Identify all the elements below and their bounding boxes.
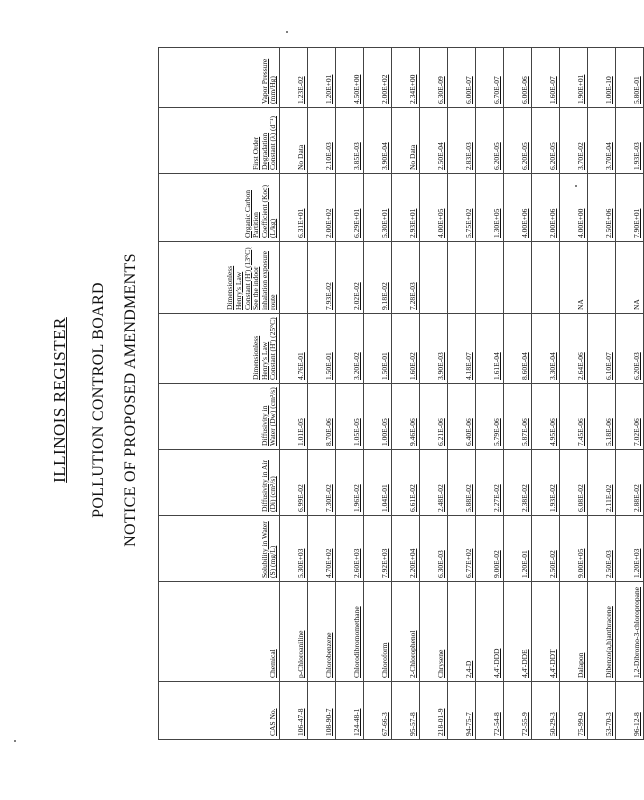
value-cell: 2.00E+02 <box>364 48 392 108</box>
value-cell: 6.21E-06 <box>420 384 448 450</box>
value-cell: 5.30E+03 <box>280 516 308 582</box>
column-header: Dimensionless Henry's Law Constant (H') (25°C) <box>159 314 280 384</box>
value-cell: 4.50E+00 <box>336 48 364 108</box>
chemical-name-cell: Dalapon <box>560 582 588 682</box>
chemical-name-cell: 4,4'-DDE <box>504 582 532 682</box>
value-cell: 1.30E+05 <box>476 174 504 242</box>
table-row <box>588 48 616 740</box>
table-row <box>420 48 448 740</box>
value-cell: 6.99E-02 <box>280 450 308 516</box>
value-cell: 2.20E+04 <box>392 516 420 582</box>
value-cell: 9.46E-06 <box>392 384 420 450</box>
value-cell: 1.23E-02 <box>280 48 308 108</box>
value-cell: 1.50E-01 <box>308 314 336 384</box>
board-name: POLLUTION CONTROL BOARD <box>90 282 107 518</box>
value-cell: 4.00E+05 <box>420 174 448 242</box>
value-cell: 2.48E-02 <box>420 450 448 516</box>
value-cell: 9.18E-02 <box>364 242 392 314</box>
value-cell: 7.30E-02 <box>308 450 336 516</box>
chemical-name-cell: 2-Chlorophenol <box>392 582 420 682</box>
value-cell: 3.70E-02 <box>560 108 588 174</box>
table-row <box>308 48 336 740</box>
value-cell: 6.61E-02 <box>392 450 420 516</box>
value-cell: 6.40E-06 <box>448 384 476 450</box>
table-row <box>364 48 392 740</box>
table-row <box>280 48 308 740</box>
table-row <box>392 48 420 740</box>
value-cell: 2.00E+02 <box>308 174 336 242</box>
scan-speck <box>575 185 577 187</box>
cas-number-cell: 50-29-3 <box>532 682 560 740</box>
cas-number-cell: 96-12-8 <box>616 682 644 740</box>
value-cell: 7.28E-03 <box>392 242 420 314</box>
table-header-row <box>159 48 280 740</box>
chemical-name-cell: Chrysene <box>420 582 448 682</box>
value-cell: 4.76E-01 <box>280 314 308 384</box>
value-cell: 1.96E-02 <box>336 450 364 516</box>
cas-number-cell: 94-75-7 <box>448 682 476 740</box>
value-cell: 2.50E-02 <box>532 516 560 582</box>
value-cell: 6.20E-03 <box>616 314 644 384</box>
value-cell: 7.02E-06 <box>616 384 644 450</box>
value-cell: 1.90E+01 <box>560 48 588 108</box>
table-row <box>504 48 532 740</box>
value-cell: 5.80E-01 <box>616 48 644 108</box>
value-cell: 6.00E-06 <box>504 48 532 108</box>
value-cell: 1.93E-03 <box>616 108 644 174</box>
value-cell: 2.60E+03 <box>336 516 364 582</box>
cas-number-cell: 67-66-3 <box>364 682 392 740</box>
value-cell: 1.00E-10 <box>588 48 616 108</box>
value-cell: 6.70E-07 <box>476 48 504 108</box>
value-cell: 2.34E+00 <box>392 48 420 108</box>
value-cell: 2.83E-03 <box>448 108 476 174</box>
value-cell: 5.88E-02 <box>448 450 476 516</box>
value-cell: 6.77E+02 <box>448 516 476 582</box>
notice-title: NOTICE OF PROPOSED AMENDMENTS <box>122 253 139 547</box>
value-cell: 1.50E-01 <box>364 314 392 384</box>
value-cell: 6.30E-03 <box>420 516 448 582</box>
table-body <box>280 48 644 740</box>
value-cell <box>532 242 560 314</box>
column-header: Solubility in Water (S) (mg/L) <box>159 516 280 582</box>
value-cell: 2.64E-06 <box>560 314 588 384</box>
column-header: CAS No. <box>159 682 280 740</box>
value-cell: 6.08E-02 <box>560 450 588 516</box>
value-cell: 2.02E-02 <box>336 242 364 314</box>
value-cell: 2.93E+01 <box>392 174 420 242</box>
value-cell <box>448 242 476 314</box>
cas-number-cell: 124-48-1 <box>336 682 364 740</box>
cas-number-cell: 218-01-9 <box>420 682 448 740</box>
value-cell: 1.60E-02 <box>392 314 420 384</box>
cas-number-cell: 108-90-7 <box>308 682 336 740</box>
column-header: Diffusivity in Water (Dw) (cm²/s) <box>159 384 280 450</box>
value-cell: 2.00E+06 <box>532 174 560 242</box>
cas-number-cell: 106-47-8 <box>280 682 308 740</box>
value-cell: 5.79E-06 <box>476 384 504 450</box>
chemical-name-cell: 4,4'-DDT <box>532 582 560 682</box>
value-cell: 3.90E-03 <box>420 314 448 384</box>
value-cell: 6.20E-05 <box>476 108 504 174</box>
value-cell: 2.11E-02 <box>588 450 616 516</box>
value-cell: 1.20E-01 <box>504 516 532 582</box>
chemical-name-cell: Chlorobenzene <box>308 582 336 682</box>
value-cell: 7.92E+03 <box>364 516 392 582</box>
value-cell: 4.18E-07 <box>448 314 476 384</box>
column-header: First Order Degradation Constant (λ) (d⁻¹) <box>159 108 280 174</box>
value-cell: 8.60E-04 <box>504 314 532 384</box>
value-cell <box>420 242 448 314</box>
value-cell: 6.20E-05 <box>532 108 560 174</box>
value-cell: NA <box>560 242 588 314</box>
chemical-name-cell: Chloroform <box>364 582 392 682</box>
column-header: Chemical <box>159 582 280 682</box>
value-cell: 1.05E-05 <box>336 384 364 450</box>
value-cell: 3.85E-03 <box>336 108 364 174</box>
value-cell: 2.10E-03 <box>308 108 336 174</box>
chemical-name-cell: 1,2-Dibromo-3-chloropropane <box>616 582 644 682</box>
value-cell: 4.00E+06 <box>504 174 532 242</box>
value-cell: 3.90E-04 <box>364 108 392 174</box>
column-header: Dimensionless Henry's Law Constant (H') (13°C) See the indoor inhalation exposure route <box>159 242 280 314</box>
value-cell: 7.93E-02 <box>308 242 336 314</box>
cas-number-cell: 95-57-8 <box>392 682 420 740</box>
value-cell: 1.01E-05 <box>280 384 308 450</box>
value-cell: 4.70E+02 <box>308 516 336 582</box>
value-cell: 1.00E-05 <box>364 384 392 450</box>
value-cell: 1.20E+03 <box>616 516 644 582</box>
table-row <box>476 48 504 740</box>
value-cell: 2.88E-02 <box>616 450 644 516</box>
cas-number-cell: 72-54-8 <box>476 682 504 740</box>
value-cell <box>280 242 308 314</box>
value-cell: 1.04E-01 <box>364 450 392 516</box>
value-cell: 1.60E-07 <box>532 48 560 108</box>
value-cell: 6.31E+01 <box>280 174 308 242</box>
value-cell: 1.61E-04 <box>476 314 504 384</box>
value-cell: No Data <box>392 108 420 174</box>
value-cell: 3.70E-04 <box>588 108 616 174</box>
value-cell: 5.30E+01 <box>364 174 392 242</box>
column-header: Vapor Pressure (mm/Hg) <box>159 48 280 108</box>
cas-number-cell: 75-99-0 <box>560 682 588 740</box>
value-cell: 9.00E+05 <box>560 516 588 582</box>
chemical-name-cell: 2,4-D <box>448 582 476 682</box>
value-cell: 2.38E-02 <box>504 450 532 516</box>
value-cell: 9.00E-02 <box>476 516 504 582</box>
value-cell: 3.20E-02 <box>336 314 364 384</box>
value-cell: 5.75E+02 <box>448 174 476 242</box>
value-cell <box>476 242 504 314</box>
value-cell: 7.90E+01 <box>616 174 644 242</box>
value-cell: 7.45E-06 <box>560 384 588 450</box>
chemical-name-cell: Chlorodibromomethane <box>336 582 364 682</box>
chemical-properties-table <box>158 47 644 740</box>
value-cell: 4.00E+00 <box>560 174 588 242</box>
chemical-name-cell: 4,4'-DDD <box>476 582 504 682</box>
table-row <box>616 48 644 740</box>
value-cell: 2.50E+06 <box>588 174 616 242</box>
column-header: Diffusivity in Air (Di) (cm²/s) <box>159 450 280 516</box>
value-cell: 8.70E-06 <box>308 384 336 450</box>
value-cell: 1.20E+01 <box>308 48 336 108</box>
value-cell: 6.10E-07 <box>588 314 616 384</box>
value-cell: 1.93E-02 <box>532 450 560 516</box>
chemical-name-cell: p-Chloroaniline <box>280 582 308 682</box>
table-row <box>532 48 560 740</box>
scan-speck <box>14 740 16 742</box>
table-row <box>560 48 588 740</box>
value-cell: 6.30E-09 <box>420 48 448 108</box>
table-row <box>336 48 364 740</box>
register-title: ILLINOIS REGISTER <box>50 317 69 483</box>
value-cell: 4.95E-06 <box>532 384 560 450</box>
value-cell: 2.27E-02 <box>476 450 504 516</box>
cas-number-cell: 72-55-9 <box>504 682 532 740</box>
table-row <box>448 48 476 740</box>
value-cell: 5.18E-06 <box>588 384 616 450</box>
chemical-name-cell: Dibenzo(a,h)anthracene <box>588 582 616 682</box>
value-cell: 6.00E-07 <box>448 48 476 108</box>
value-cell: 2.50E-04 <box>420 108 448 174</box>
value-cell: 3.30E-04 <box>532 314 560 384</box>
value-cell: No Data <box>280 108 308 174</box>
value-cell: 6.20E-05 <box>504 108 532 174</box>
value-cell: NA <box>616 242 644 314</box>
cas-number-cell: 53-70-3 <box>588 682 616 740</box>
scan-speck <box>286 31 288 33</box>
value-cell: 2.50E-03 <box>588 516 616 582</box>
value-cell: 5.87E-06 <box>504 384 532 450</box>
value-cell <box>504 242 532 314</box>
value-cell <box>588 242 616 314</box>
value-cell: 6.29E+01 <box>336 174 364 242</box>
column-header: Organic Carbon Partition Coefficient (Koc) (L/kg) <box>159 174 280 242</box>
